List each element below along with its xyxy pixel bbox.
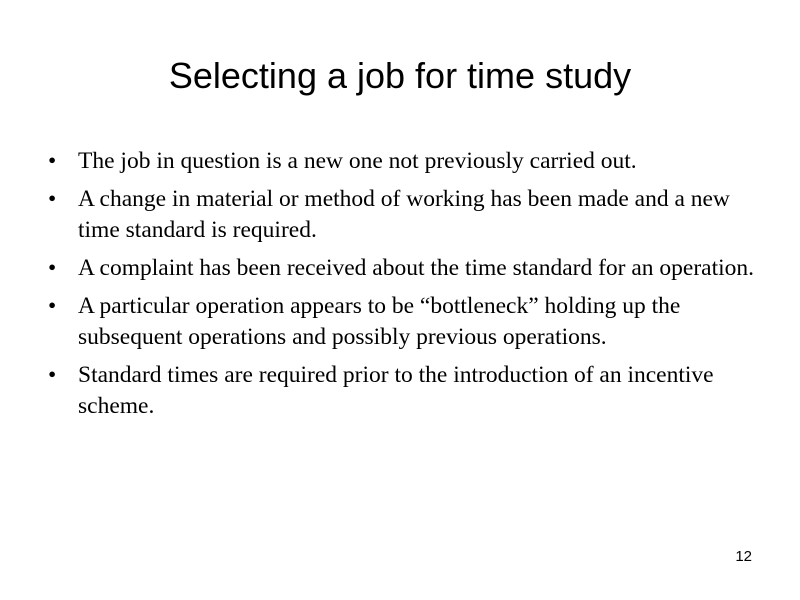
bullet-text: A complaint has been received about the time standard for an operation.: [78, 255, 755, 281]
bullet-icon: •: [48, 255, 57, 281]
bullet-icon: •: [48, 293, 57, 319]
bullet-text: A change in material or method of working has been made and a new time standard is required.: [78, 186, 730, 243]
bullet-text: The job in question is a new one not previously carried out.: [78, 148, 637, 174]
bullet-item: [48, 253, 760, 284]
slide-title: Selecting a job for time study: [168, 55, 632, 96]
page-number: 12: [735, 548, 752, 565]
bullet-item: [48, 184, 760, 246]
bullet-item: [48, 360, 760, 422]
bullet-text: Standard times are required prior to the introduction of an incentive scheme.: [78, 362, 714, 419]
bullet-icon: •: [48, 186, 57, 212]
bullet-list: [48, 146, 760, 429]
bullet-text: A particular operation appears to be “bottleneck” holding up the subsequent operations and possibly previous operations.: [78, 293, 681, 350]
bullet-icon: •: [48, 148, 57, 174]
bullet-item: [48, 146, 760, 177]
bullet-icon: •: [48, 362, 57, 388]
bullet-item: [48, 291, 760, 353]
